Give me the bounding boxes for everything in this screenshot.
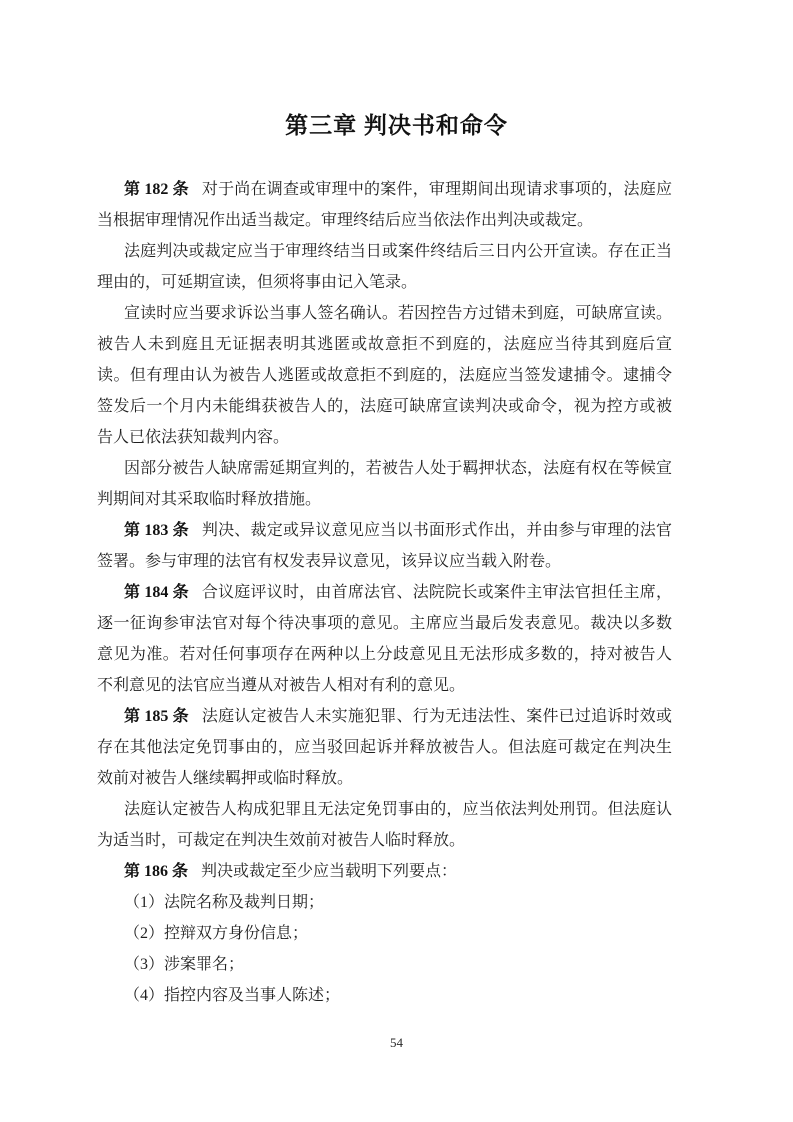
article-number: 第 185 条: [124, 708, 189, 725]
paragraph-text: 宣读时应当要求诉讼当事人签名确认。若因控告方过错未到庭，可缺席宣读。被告人未到庭且无证据表明其逃匿或故意拒不到庭的，法庭应当待其到庭后宣读。但有理由认为被告人逃匿或故意拒不到庭的，法庭应当签发逮捕令。逮捕令签发后一个月内未能缉获被告人的，法庭可缺席宣读判决或命令，视为控方或被告人已依法获知裁判内容。: [97, 305, 672, 446]
paragraph: [97, 577, 672, 701]
article-number: 第 183 条: [124, 522, 189, 539]
paragraph-text: （2）控辩双方身份信息；: [124, 925, 309, 942]
article-number: 第 184 条: [124, 584, 189, 601]
paragraph-text: 判决或裁定至少应当载明下列要点：: [201, 863, 458, 880]
paragraph: [97, 794, 672, 856]
paragraph: [97, 701, 672, 794]
paragraph: [97, 515, 672, 577]
document-body: [97, 174, 672, 1011]
paragraph-text: 对于尚在调查或审理中的案件，审理期间出现请求事项的，法庭应当根据审理情况作出适当裁定。审理终结后应当依法作出判决或裁定。: [97, 181, 672, 229]
paragraph-text: （1）法院名称及裁判日期；: [124, 894, 325, 911]
paragraph: [97, 236, 672, 298]
paragraph-text: 判决、裁定或异议意见应当以书面形式作出，并由参与审理的法官签署。参与审理的法官有权发表异议意见，该异议应当载入附卷。: [97, 522, 672, 570]
page-number: 54: [390, 1035, 403, 1050]
list-item: [97, 949, 672, 980]
paragraph: [97, 856, 672, 887]
paragraph-text: 因部分被告人缺席需延期宣判的，若被告人处于羁押状态，法庭有权在等候宣判期间对其采取临时释放措施。: [97, 460, 672, 508]
list-item: [97, 980, 672, 1011]
page-footer: [0, 1034, 793, 1052]
paragraph-text: 法庭认定被告人未实施犯罪、行为无违法性、案件已过追诉时效或存在其他法定免罚事由的，应当驳回起诉并释放被告人。但法庭可裁定在判决生效前对被告人继续羁押或临时释放。: [97, 708, 672, 787]
article-number: 第 182 条: [124, 181, 189, 198]
list-item: [97, 918, 672, 949]
paragraph-text: 合议庭评议时，由首席法官、法院院长或案件主审法官担任主席，逐一征询参审法官对每个待决事项的意见。主席应当最后发表意见。裁决以多数意见为准。若对任何事项存在两种以上分歧意见且无法形成多数的，持对被告人不利意见的法官应当遵从对被告人相对有利的意见。: [97, 584, 672, 694]
paragraph: [97, 453, 672, 515]
paragraph-text: 法庭判决或裁定应当于审理终结当日或案件终结后三日内公开宣读。存在正当理由的，可延期宣读，但须将事由记入笔录。: [97, 243, 672, 291]
article-number: 第 186 条: [124, 863, 189, 880]
paragraph-text: （4）指控内容及当事人陈述；: [124, 987, 341, 1004]
paragraph: [97, 298, 672, 453]
paragraph-text: （3）涉案罪名；: [124, 956, 245, 973]
list-item: [97, 887, 672, 918]
paragraph-text: 法庭认定被告人构成犯罪且无法定免罚事由的，应当依法判处刑罚。但法庭认为适当时，可裁定在判决生效前对被告人临时释放。: [97, 801, 672, 849]
paragraph: [97, 174, 672, 236]
chapter-title: 第三章 判决书和命令: [285, 113, 508, 138]
